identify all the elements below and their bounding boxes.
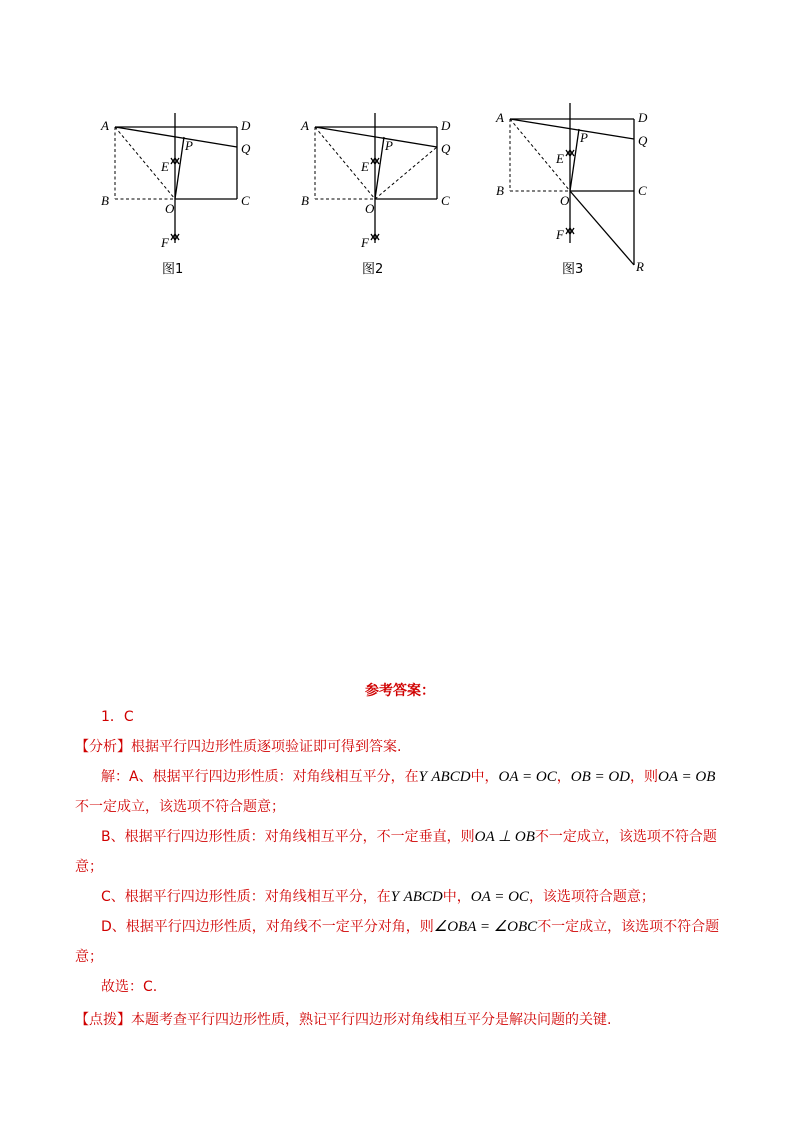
label-d: D — [441, 118, 451, 133]
option-c-mid: 中， — [442, 889, 471, 905]
figure-3-diagram — [490, 95, 670, 280]
label-f: F — [556, 227, 564, 242]
line-or — [570, 191, 634, 265]
option-d-line2: 意； — [75, 949, 103, 965]
label-b: B — [301, 193, 309, 208]
label-b: B — [101, 193, 109, 208]
label-f: F — [361, 235, 369, 250]
option-d-line1 — [101, 917, 719, 937]
label-o: O — [365, 201, 375, 216]
eq-ob-od: OB = OD — [570, 769, 631, 785]
figure-3-caption: 图3 — [562, 262, 584, 277]
abcd-math: ABCD — [403, 889, 443, 905]
label-o: O — [165, 201, 175, 216]
label-p: P — [580, 130, 588, 145]
abcd-math: ABCD — [431, 769, 471, 785]
line-op — [570, 129, 579, 191]
line-op — [175, 137, 184, 199]
label-a: A — [301, 118, 309, 133]
label-r: R — [636, 259, 644, 274]
label-d: D — [638, 110, 648, 125]
eq-oa-oc: OA = OC — [470, 889, 529, 905]
final-choice: 故选：C. — [101, 979, 158, 995]
label-o: O — [560, 193, 570, 208]
figure-2 — [295, 95, 465, 284]
label-q: Q — [638, 133, 648, 148]
remark-line: 【点拨】本题考查平行四边形性质，熟记平行四边形对角线相互平分是解决问题的关键. — [75, 1012, 612, 1028]
eq-oa-ob: OA = OB — [658, 769, 716, 785]
option-a-text: 解：A、根据平行四边形性质：对角线相互平分，在 — [101, 769, 419, 785]
label-c: C — [638, 183, 647, 198]
option-a-line2: 不一定成立，该选项不符合题意； — [75, 799, 285, 815]
label-p: P — [185, 138, 193, 153]
line-aq — [510, 119, 634, 139]
option-b-text: B、根据平行四边形性质：对角线相互平分，不一定垂直，则 — [101, 829, 475, 845]
label-b: B — [496, 183, 504, 198]
option-d-post: 不一定成立，该选项不符合题 — [537, 919, 720, 935]
parallelogram-symbol: Y — [390, 889, 400, 905]
eq-angle: ∠OBA = ∠OBC — [433, 919, 538, 935]
line-op — [375, 137, 384, 199]
label-e: E — [161, 159, 169, 174]
option-b-line1 — [101, 827, 717, 847]
analysis-line: 【分析】根据平行四边形性质逐项验证即可得到答案. — [75, 739, 402, 755]
label-e: E — [556, 151, 564, 166]
figure-1-diagram — [95, 95, 265, 280]
eq-oa-perp-ob: OA ⊥ OB — [474, 829, 535, 845]
label-a: A — [496, 110, 504, 125]
dashed-oq — [375, 147, 437, 199]
option-c-line — [101, 887, 655, 907]
figure-2-caption: 图2 — [362, 262, 384, 277]
option-b-line2: 意； — [75, 859, 103, 875]
parallelogram-symbol: Y — [418, 769, 427, 785]
option-d-text: D、根据平行四边形性质，对角线不一定平分对角，则 — [101, 919, 434, 935]
question-1-answer: 1．C — [101, 709, 134, 725]
option-a-line1 — [101, 767, 715, 787]
label-c: C — [441, 193, 450, 208]
label-q: Q — [241, 141, 251, 156]
label-c: C — [241, 193, 250, 208]
option-a-mid: 中， — [470, 769, 499, 785]
figure-2-diagram — [295, 95, 465, 280]
line-aq — [315, 127, 437, 147]
option-b-post: 不一定成立，该选项不符合题 — [534, 829, 717, 845]
label-d: D — [241, 118, 251, 133]
answer-title: 参考答案： — [365, 683, 435, 699]
figure-1 — [95, 95, 265, 284]
line-aq — [115, 127, 237, 147]
label-a: A — [101, 118, 109, 133]
label-f: F — [161, 235, 169, 250]
label-q: Q — [441, 141, 451, 156]
eq-oa-oc: OA = OC — [498, 769, 557, 785]
figure-3 — [490, 95, 670, 284]
figure-1-caption: 图1 — [162, 262, 184, 277]
option-c-text: C、根据平行四边形性质：对角线相互平分，在 — [101, 889, 391, 905]
sep: ， — [556, 769, 571, 785]
option-a-then: ，则 — [630, 769, 659, 785]
label-e: E — [361, 159, 369, 174]
label-p: P — [385, 138, 393, 153]
option-c-post: ，该选项符合题意； — [528, 889, 655, 905]
